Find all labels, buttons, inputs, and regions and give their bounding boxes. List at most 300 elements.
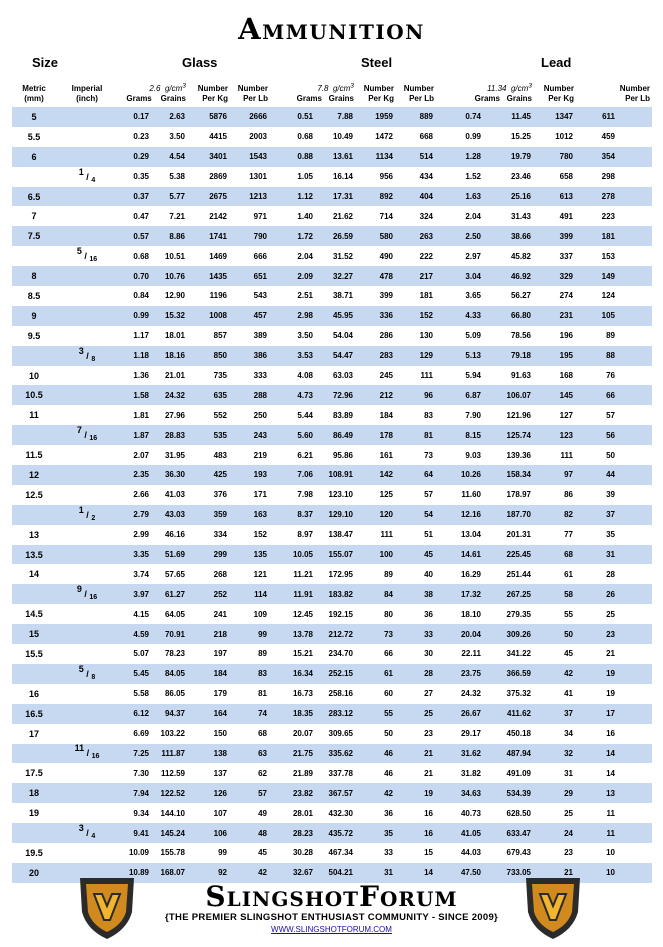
metric-size-cell: 5.5 (12, 127, 56, 147)
metric-size-cell: 14.5 (12, 604, 56, 624)
lead-grams-cell: 41.05 (436, 823, 484, 843)
metric-size-cell: 16.5 (12, 704, 56, 724)
lead-grains-cell: 178.97 (484, 485, 534, 505)
fraction-denominator: 16 (91, 753, 100, 761)
steel-grains-cell: 129.10 (316, 505, 356, 525)
steel-per-kg-cell: 478 (356, 266, 396, 286)
lead-grains-cell: 279.35 (484, 604, 534, 624)
lead-grains-cell: 46.92 (484, 266, 534, 286)
brand-tagline: {THE PREMIER SLINGSHOT ENTHUSIAST COMMUNITY - SINCE 2009} (164, 912, 499, 923)
glass-grains-cell: 10.51 (152, 246, 188, 266)
fraction-denominator: 4 (91, 833, 96, 840)
steel-grains-cell: 337.78 (316, 763, 356, 783)
glass-per-lb-cell: 57 (230, 783, 270, 803)
metric-size-cell: 11.5 (12, 445, 56, 465)
metric-size-cell: 7.5 (12, 226, 56, 246)
steel-per-kg-cell: 212 (356, 385, 396, 405)
glass-grains-cell: 18.16 (152, 346, 188, 366)
table-row (12, 187, 652, 207)
imperial-size-cell (56, 127, 118, 147)
glass-grams-cell: 5.07 (118, 644, 152, 664)
row-end-cell (618, 286, 652, 306)
glass-grams-cell: 7.30 (118, 763, 152, 783)
glass-grains-cell: 4.54 (152, 147, 188, 167)
metric-size-cell: 13 (12, 525, 56, 545)
glass-grams-cell: 5.45 (118, 664, 152, 684)
fraction-slash: / (81, 589, 90, 600)
steel-per-lb-cell: 64 (396, 465, 436, 485)
glass-per-lb-cell: 109 (230, 604, 270, 624)
imperial-size-cell (56, 405, 118, 425)
steel-per-lb-cell: 263 (396, 226, 436, 246)
lead-per-kg-cell: 21 (534, 863, 576, 883)
col-imperial: Imperial (inch) (71, 84, 103, 103)
lead-per-lb-cell: 39 (576, 485, 618, 505)
lead-grains-cell: 23.46 (484, 167, 534, 187)
glass-grams-cell: 1.81 (118, 405, 152, 425)
glass-grains-cell: 5.38 (152, 167, 188, 187)
lead-grams-cell: 4.33 (436, 306, 484, 326)
footer (0, 870, 663, 947)
steel-grams-cell: 2.98 (270, 306, 316, 326)
metric-size-cell (12, 744, 56, 764)
lead-grains-cell: 450.18 (484, 724, 534, 744)
steel-grams-cell: 21.75 (270, 744, 316, 764)
glass-grams-cell: 3.97 (118, 584, 152, 604)
row-end-cell (618, 763, 652, 783)
steel-per-lb-cell: 217 (396, 266, 436, 286)
metric-size-cell (12, 346, 56, 366)
group-header-lead: Lead (541, 55, 572, 70)
lead-per-kg-cell: 32 (534, 744, 576, 764)
metric-size-cell: 6 (12, 147, 56, 167)
steel-per-kg-cell: 46 (356, 744, 396, 764)
glass-per-kg-cell: 106 (188, 823, 230, 843)
table-row (12, 246, 652, 266)
lead-per-lb-cell: 459 (576, 127, 618, 147)
metric-size-cell (12, 823, 56, 843)
lead-grains-cell: 66.80 (484, 306, 534, 326)
row-end-cell (618, 147, 652, 167)
glass-grams-cell: 0.23 (118, 127, 152, 147)
lead-grams-cell: 7.90 (436, 405, 484, 425)
lead-per-lb-cell: 89 (576, 326, 618, 346)
glass-per-lb-cell: 62 (230, 763, 270, 783)
table-row (12, 366, 652, 386)
fraction-slash: / (81, 251, 90, 262)
row-end-cell (618, 803, 652, 823)
lead-per-lb-cell: 35 (576, 525, 618, 545)
lead-grams-cell: 1.63 (436, 187, 484, 207)
fraction-slash: / (83, 350, 92, 361)
lead-per-lb-cell: 149 (576, 266, 618, 286)
glass-grains-cell: 61.27 (152, 584, 188, 604)
table-row (12, 346, 652, 366)
steel-per-lb-cell: 129 (396, 346, 436, 366)
lead-per-lb-cell: 11 (576, 823, 618, 843)
glass-per-lb-cell: 250 (230, 405, 270, 425)
steel-grams-cell: 16.73 (270, 684, 316, 704)
glass-grains-cell: 41.03 (152, 485, 188, 505)
steel-per-lb-cell: 57 (396, 485, 436, 505)
lead-grains-cell: 121.96 (484, 405, 534, 425)
glass-grains-cell: 24.32 (152, 385, 188, 405)
steel-grains-cell: 95.86 (316, 445, 356, 465)
steel-per-lb-cell: 19 (396, 783, 436, 803)
metric-size-cell: 6.5 (12, 187, 56, 207)
steel-per-kg-cell: 111 (356, 525, 396, 545)
glass-per-kg-cell: 92 (188, 863, 230, 883)
steel-grains-cell: 83.89 (316, 405, 356, 425)
lead-grains-cell: 78.56 (484, 326, 534, 346)
lead-per-lb-cell: 31 (576, 545, 618, 565)
steel-grams-cell: 6.21 (270, 445, 316, 465)
metric-size-cell: 18 (12, 783, 56, 803)
steel-grains-cell: 155.07 (316, 545, 356, 565)
steel-grains-cell: 38.71 (316, 286, 356, 306)
steel-per-lb-cell: 73 (396, 445, 436, 465)
metric-size-cell: 19 (12, 803, 56, 823)
col-steel-weight: 7.8 $g/cm^3$ Grams Grains (296, 82, 354, 103)
lead-grains-cell: 31.43 (484, 206, 534, 226)
steel-per-kg-cell: 66 (356, 644, 396, 664)
imperial-size-cell (56, 465, 118, 485)
imperial-size-cell (56, 525, 118, 545)
table-row (12, 684, 652, 704)
fraction-slash: / (83, 171, 92, 182)
glass-per-kg-cell: 252 (188, 584, 230, 604)
glass-per-lb-cell: 152 (230, 525, 270, 545)
glass-grains-cell: 168.07 (152, 863, 188, 883)
glass-per-lb-cell: 2003 (230, 127, 270, 147)
lead-grains-cell: 79.18 (484, 346, 534, 366)
steel-grains-cell: 54.47 (316, 346, 356, 366)
metric-size-cell: 7 (12, 206, 56, 226)
row-end-cell (618, 266, 652, 286)
steel-grains-cell: 16.14 (316, 167, 356, 187)
glass-grams-cell: 0.37 (118, 187, 152, 207)
table-row (12, 226, 652, 246)
steel-per-lb-cell: 25 (396, 704, 436, 724)
steel-grains-cell: 7.88 (316, 107, 356, 127)
steel-grains-cell: 138.47 (316, 525, 356, 545)
lead-per-kg-cell: 97 (534, 465, 576, 485)
imperial-size-cell (56, 147, 118, 167)
glass-grams-cell: 0.17 (118, 107, 152, 127)
steel-per-lb-cell: 668 (396, 127, 436, 147)
steel-per-lb-cell: 14 (396, 863, 436, 883)
glass-per-kg-cell: 3401 (188, 147, 230, 167)
glass-per-lb-cell: 121 (230, 564, 270, 584)
glass-per-kg-cell: 535 (188, 425, 230, 445)
row-end-cell (618, 167, 652, 187)
lead-per-lb-cell: 153 (576, 246, 618, 266)
row-end-cell (618, 246, 652, 266)
page-title: Ammunition (238, 12, 425, 46)
table-row (12, 147, 652, 167)
glass-grams-cell: 2.35 (118, 465, 152, 485)
steel-grains-cell: 367.57 (316, 783, 356, 803)
imperial-size-cell (56, 744, 118, 764)
steel-per-lb-cell: 81 (396, 425, 436, 445)
steel-per-lb-cell: 36 (396, 604, 436, 624)
glass-per-lb-cell: 45 (230, 843, 270, 863)
glass-per-lb-cell: 386 (230, 346, 270, 366)
fraction-numerator: 11 (74, 743, 85, 754)
glass-grams-cell: 3.74 (118, 564, 152, 584)
steel-per-kg-cell: 100 (356, 545, 396, 565)
lead-grams-cell: 14.61 (436, 545, 484, 565)
steel-per-lb-cell: 514 (396, 147, 436, 167)
steel-grains-cell: 172.95 (316, 564, 356, 584)
glass-per-lb-cell: 42 (230, 863, 270, 883)
glass-per-kg-cell: 552 (188, 405, 230, 425)
metric-size-cell: 20 (12, 863, 56, 883)
steel-grams-cell: 28.01 (270, 803, 316, 823)
glass-per-lb-cell: 114 (230, 584, 270, 604)
lead-grains-cell: 38.66 (484, 226, 534, 246)
glass-grams-cell: 0.47 (118, 206, 152, 226)
glass-per-kg-cell: 4415 (188, 127, 230, 147)
steel-per-kg-cell: 125 (356, 485, 396, 505)
table-row (12, 425, 652, 445)
lead-grains-cell: 375.32 (484, 684, 534, 704)
steel-grains-cell: 17.31 (316, 187, 356, 207)
glass-grains-cell: 103.22 (152, 724, 188, 744)
glass-per-lb-cell: 389 (230, 326, 270, 346)
steel-per-kg-cell: 580 (356, 226, 396, 246)
glass-grains-cell: 36.30 (152, 465, 188, 485)
metric-size-cell (12, 425, 56, 445)
metric-size-cell: 14 (12, 564, 56, 584)
steel-grams-cell: 7.06 (270, 465, 316, 485)
steel-grains-cell: 335.62 (316, 744, 356, 764)
imperial-size-cell (56, 684, 118, 704)
glass-grains-cell: 155.78 (152, 843, 188, 863)
steel-grains-cell: 252.15 (316, 664, 356, 684)
fraction-slash: / (81, 430, 90, 441)
imperial-size-cell (56, 644, 118, 664)
table-row (12, 724, 652, 744)
fraction-numerator: 5 (76, 246, 82, 257)
lead-grams-cell: 18.10 (436, 604, 484, 624)
glass-grains-cell: 84.05 (152, 664, 188, 684)
col-glass-weight: 2.6 $g/cm^3$ Grams Grains (126, 82, 186, 103)
lead-grams-cell: 1.52 (436, 167, 484, 187)
lead-per-lb-cell: 14 (576, 744, 618, 764)
col-lead-per-lb: Number Per Lb (619, 84, 651, 103)
row-end-cell (618, 465, 652, 485)
steel-per-kg-cell: 73 (356, 624, 396, 644)
row-end-cell (618, 505, 652, 525)
table-row (12, 266, 652, 286)
lead-grains-cell: 225.45 (484, 545, 534, 565)
lead-per-kg-cell: 24 (534, 823, 576, 843)
glass-per-kg-cell: 184 (188, 664, 230, 684)
metric-size-cell: 11 (12, 405, 56, 425)
ammunition-table (12, 78, 652, 883)
steel-per-kg-cell: 120 (356, 505, 396, 525)
lead-grains-cell: 25.16 (484, 187, 534, 207)
imperial-size-cell (56, 823, 118, 843)
imperial-size-cell (56, 326, 118, 346)
lead-per-lb-cell: 21 (576, 644, 618, 664)
row-end-cell (618, 664, 652, 684)
steel-per-kg-cell: 956 (356, 167, 396, 187)
steel-per-lb-cell: 152 (396, 306, 436, 326)
lead-grams-cell: 13.04 (436, 525, 484, 545)
glass-grains-cell: 86.05 (152, 684, 188, 704)
steel-grams-cell: 4.08 (270, 366, 316, 386)
lead-per-lb-cell: 19 (576, 664, 618, 684)
glass-per-kg-cell: 126 (188, 783, 230, 803)
steel-per-lb-cell: 45 (396, 545, 436, 565)
steel-per-kg-cell: 35 (356, 823, 396, 843)
brand-name: SlingshotForum (205, 880, 458, 913)
lead-per-kg-cell: 111 (534, 445, 576, 465)
imperial-size-cell (56, 624, 118, 644)
steel-grains-cell: 234.70 (316, 644, 356, 664)
metric-size-cell: 9.5 (12, 326, 56, 346)
glass-per-kg-cell: 2869 (188, 167, 230, 187)
steel-grams-cell: 1.40 (270, 206, 316, 226)
glass-grains-cell: 15.32 (152, 306, 188, 326)
fraction-numerator: 7 (76, 425, 82, 436)
lead-per-kg-cell: 196 (534, 326, 576, 346)
glass-per-lb-cell: 543 (230, 286, 270, 306)
lead-grains-cell: 341.22 (484, 644, 534, 664)
glass-grams-cell: 1.18 (118, 346, 152, 366)
lead-grains-cell: 45.82 (484, 246, 534, 266)
lead-per-kg-cell: 45 (534, 644, 576, 664)
steel-grains-cell: 45.95 (316, 306, 356, 326)
glass-per-kg-cell: 1469 (188, 246, 230, 266)
steel-grains-cell: 504.21 (316, 863, 356, 883)
lead-grains-cell: 11.45 (484, 107, 534, 127)
table-row (12, 326, 652, 346)
col-glass-per-kg: Number Per Kg (197, 84, 228, 103)
glass-grams-cell: 1.17 (118, 326, 152, 346)
metric-size-cell (12, 664, 56, 684)
glass-grains-cell: 112.59 (152, 763, 188, 783)
glass-per-kg-cell: 107 (188, 803, 230, 823)
imperial-size-cell (56, 664, 118, 684)
steel-grams-cell: 3.53 (270, 346, 316, 366)
steel-grains-cell: 72.96 (316, 385, 356, 405)
steel-grams-cell: 8.97 (270, 525, 316, 545)
lead-per-lb-cell: 23 (576, 624, 618, 644)
row-end-cell (618, 704, 652, 724)
steel-per-lb-cell: 222 (396, 246, 436, 266)
glass-grains-cell: 18.01 (152, 326, 188, 346)
metric-size-cell: 17 (12, 724, 56, 744)
glass-grams-cell: 7.94 (118, 783, 152, 803)
glass-grains-cell: 5.77 (152, 187, 188, 207)
glass-grams-cell: 6.69 (118, 724, 152, 744)
fraction-denominator: 8 (91, 355, 96, 363)
lead-per-lb-cell: 13 (576, 783, 618, 803)
glass-grams-cell: 3.35 (118, 545, 152, 565)
lead-grains-cell: 56.27 (484, 286, 534, 306)
glass-grams-cell: 4.15 (118, 604, 152, 624)
steel-per-lb-cell: 889 (396, 107, 436, 127)
steel-grams-cell: 23.82 (270, 783, 316, 803)
fraction-numerator: 1 (78, 166, 84, 177)
glass-per-kg-cell: 2142 (188, 206, 230, 226)
glass-grams-cell: 0.84 (118, 286, 152, 306)
steel-per-kg-cell: 142 (356, 465, 396, 485)
imperial-size-cell (56, 206, 118, 226)
steel-grains-cell: 467.34 (316, 843, 356, 863)
steel-grains-cell: 435.72 (316, 823, 356, 843)
site-link[interactable]: WWW.SLINGSHOTFORUM.COM (271, 925, 392, 934)
lead-grams-cell: 24.32 (436, 684, 484, 704)
lead-grams-cell: 8.15 (436, 425, 484, 445)
fraction-denominator: 16 (89, 594, 98, 602)
steel-grains-cell: 31.52 (316, 246, 356, 266)
steel-per-kg-cell: 55 (356, 704, 396, 724)
steel-grams-cell: 8.37 (270, 505, 316, 525)
glass-per-lb-cell: 651 (230, 266, 270, 286)
glass-grains-cell: 43.03 (152, 505, 188, 525)
steel-per-kg-cell: 89 (356, 564, 396, 584)
lead-grains-cell: 106.07 (484, 385, 534, 405)
lead-per-kg-cell: 50 (534, 624, 576, 644)
lead-grains-cell: 19.79 (484, 147, 534, 167)
glass-grams-cell: 10.09 (118, 843, 152, 863)
table-row (12, 763, 652, 783)
lead-per-kg-cell: 274 (534, 286, 576, 306)
table-row (12, 604, 652, 624)
glass-per-lb-cell: 243 (230, 425, 270, 445)
imperial-size-cell (56, 604, 118, 624)
lead-per-lb-cell: 19 (576, 684, 618, 704)
steel-grams-cell: 7.98 (270, 485, 316, 505)
lead-per-kg-cell: 42 (534, 664, 576, 684)
steel-per-lb-cell: 16 (396, 823, 436, 843)
lead-per-lb-cell: 105 (576, 306, 618, 326)
steel-grams-cell: 28.23 (270, 823, 316, 843)
glass-per-kg-cell: 334 (188, 525, 230, 545)
lead-per-kg-cell: 25 (534, 803, 576, 823)
glass-grams-cell: 1.36 (118, 366, 152, 386)
col-metric: Metric (mm) (22, 84, 46, 103)
fraction-slash: / (84, 748, 92, 759)
glass-per-lb-cell: 135 (230, 545, 270, 565)
glass-grains-cell: 111.87 (152, 744, 188, 764)
lead-grains-cell: 411.62 (484, 704, 534, 724)
table-row (12, 803, 652, 823)
lead-grams-cell: 3.65 (436, 286, 484, 306)
glass-per-kg-cell: 137 (188, 763, 230, 783)
imperial-size-cell (56, 485, 118, 505)
lead-grains-cell: 534.39 (484, 783, 534, 803)
lead-per-lb-cell: 57 (576, 405, 618, 425)
lead-per-kg-cell: 31 (534, 763, 576, 783)
steel-per-kg-cell: 36 (356, 803, 396, 823)
steel-per-lb-cell: 28 (396, 664, 436, 684)
lead-per-kg-cell: 127 (534, 405, 576, 425)
lead-per-kg-cell: 491 (534, 206, 576, 226)
lead-grams-cell: 11.60 (436, 485, 484, 505)
lead-per-lb-cell: 44 (576, 465, 618, 485)
imperial-size-cell (56, 843, 118, 863)
steel-grams-cell: 0.68 (270, 127, 316, 147)
glass-per-kg-cell: 197 (188, 644, 230, 664)
lead-per-kg-cell: 61 (534, 564, 576, 584)
glass-grains-cell: 8.86 (152, 226, 188, 246)
steel-grains-cell: 123.10 (316, 485, 356, 505)
